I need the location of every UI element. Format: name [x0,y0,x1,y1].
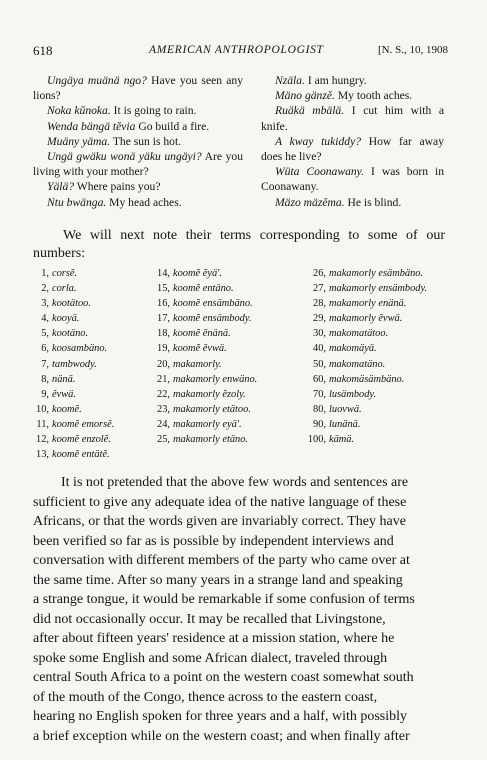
text-line: a brief exception while on the western coast; and when finally after [33,728,410,744]
page-number: 618 [33,43,53,58]
phrase: Noka kŭnoka. It is going to rain. [47,104,197,118]
number-entry: 10, koomĕ. [36,403,82,415]
number-entry: 27, makamorly ensämbody. [313,283,428,295]
number-entry: 16, koomĕ ensämbäno. [157,298,253,310]
number-entry: 18, koomĕ ĕnänä. [157,328,231,340]
text-line: central South Africa to a point on the western coast somewhat south [33,670,414,685]
number-entry: 80, luovwä. [313,403,362,415]
phrase: Ntu bwänga. My head aches. [47,195,182,209]
phrase: Ungäya muänä ngo? Have you seen any lions? [33,74,243,103]
number-entry: 7, tambwody. [41,358,97,370]
number-entry: 9, ĕvwä. [41,388,76,400]
number-entry: 29, makamorly ĕvwä. [313,313,403,325]
phrases-left-column [33,73,243,210]
number-entry: 26, makamorly esämbäno. [313,268,424,279]
number-entry: 28, makamorly enänä. [313,298,407,310]
phrase: Mäzo mäzĕma. He is blind. [275,195,402,209]
number-entry: 13, koomĕ entätĕ. [36,449,110,461]
phrase: Nzäla. I am hungry. [275,74,367,87]
number-entry: 12, koomĕ enzolĕ. [36,434,111,446]
number-entry: 70, lusämbody. [313,388,377,400]
text-line: a strange tongue, it would be remarkable if some confusion of terms [33,592,415,607]
number-entry: 30, makomatätoo. [313,328,389,340]
text-line: conversation with different members of the party who came over at [33,553,410,568]
text-line: It is not pretended that the above few words and sentences are [61,475,409,490]
body-paragraph [33,473,445,746]
number-entry: 19, koomĕ ĕvwä. [157,343,227,355]
number-entry: 23, makamorly etätoo. [157,403,251,415]
series-info: [N. S., 10, 1908 [378,44,448,56]
number-entry: 25, makamorly etäno. [157,434,249,446]
phrase: Ruäkä mbälä. I cut him with a knife. [261,104,444,133]
numbers-column-2 [150,266,300,447]
number-entry: 21, makamorly enwäno. [157,373,258,385]
text-line: Africans, or that the words given are invariably correct. They have [33,514,406,529]
numbers-column-1 [33,266,163,462]
number-entry: 50, makomatäno. [313,358,386,370]
phrase: Yälä? Where pains you? [47,180,161,194]
text-line: the same time. After so many years in a strange land and speaking [33,572,403,588]
number-entry: 6, koosambäno. [41,343,108,355]
text-line: of the mouth of the Congo, thence across to the eastern coast, [33,689,378,705]
phrase: Muäny yäma. The sun is hot. [47,134,182,148]
numbers-column-3 [306,266,456,447]
number-entry: 15, koomĕ entäno. [157,283,234,295]
number-entry: 90, lunänä. [313,418,361,430]
number-entry: 3, kootätoo. [41,298,91,310]
phrase: Ungä gwäku wonä yäku ungäyi? Are you living with your mother? [33,150,243,179]
text-line: did not occasionally occur. It may be recalled that Livingstone, [33,611,386,627]
number-entry: 22, makamorly ĕzoly. [157,388,246,400]
phrase: Wüta Coonawany. I was born in Coonawany. [261,165,445,194]
number-entry: 60, makomäsämbäno. [313,373,405,385]
number-entry: 4, kooyä. [41,313,80,325]
phrases-right-column [261,73,444,210]
text-line: been verified so far as is possible by independent interviews and [33,533,394,549]
number-entry: 2, corla. [41,283,77,295]
number-entry: 20, makamorly. [157,358,222,370]
text-line: sufficient to give any adequate idea of the native language of these [33,494,407,510]
number-entry: 8, nänä. [41,373,76,385]
number-entry: 11, koomĕ emorsĕ. [36,418,115,430]
number-entry: 100, kämä. [307,434,355,446]
number-entry: 14, koomĕ ĕyä'. [157,268,222,279]
text-line: hearing no English spoken for three years and a half, with possibly [33,709,408,724]
text-line: spoke some English and some African dialect, traveled through [33,650,388,666]
number-entry: 17, koomĕ ensämbody. [157,313,252,325]
number-entry: 24, makamorly eyä'. [157,418,242,430]
running-header [33,43,448,61]
number-entry: 1, corsĕ. [41,268,78,279]
journal-title: AMERICAN ANTHROPOLOGIST [149,44,324,56]
phrase: Mäno gänzĕ. My tooth aches. [275,89,413,103]
number-entry: 5, kootäno. [41,328,89,340]
numbers-intro: We will next note their terms corresponding to some of our numbers: [33,228,445,261]
text-line: after about fifteen years' residence at a mission station, where he [33,631,395,646]
number-entry: 40, makomäyä. [313,343,377,355]
phrase: Wenda bängä tĕvia Go build a fire. [47,119,210,133]
phrase: A kway tukiddy? How far away does he live? [261,134,444,164]
